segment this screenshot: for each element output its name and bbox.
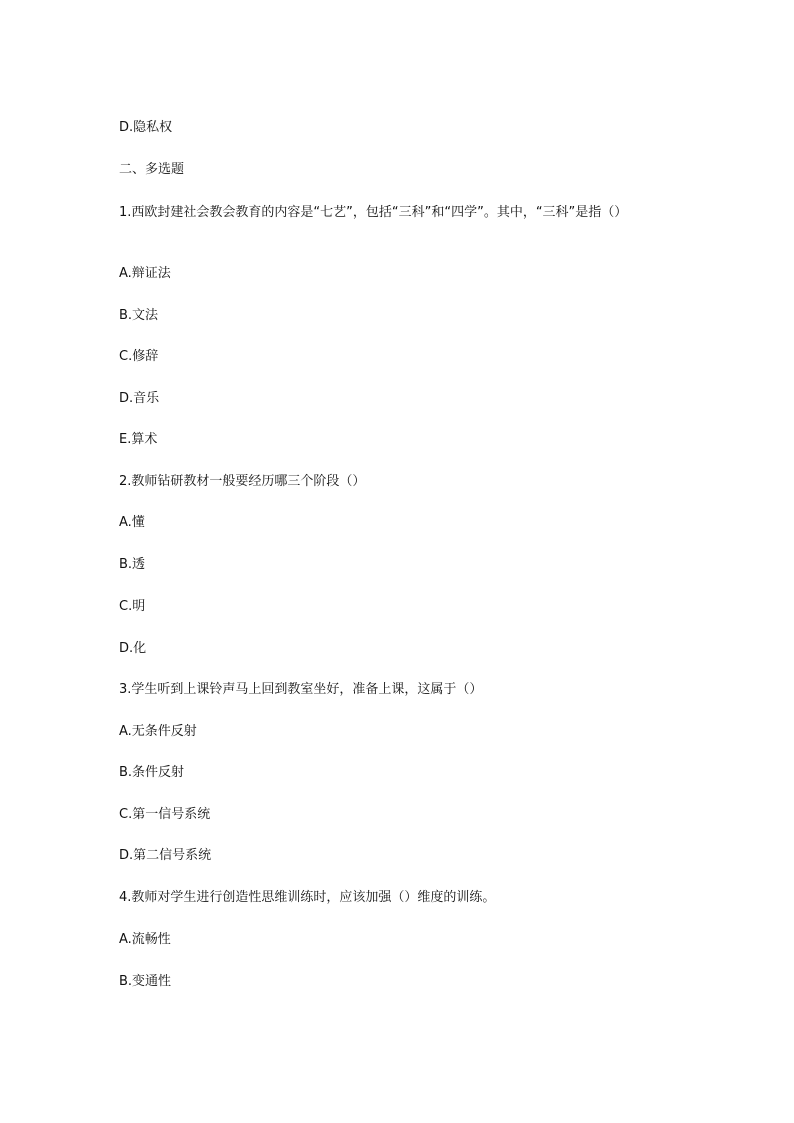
- section-heading: 二、多选题: [119, 162, 185, 177]
- question-4: 4.教师对学生进行创造性思维训练时，应该加强（）维度的训练。: [119, 890, 496, 905]
- q3-option-b: B.条件反射: [119, 765, 185, 780]
- q3-option-a: A.无条件反射: [119, 724, 197, 739]
- q2-option-b: B.透: [119, 557, 146, 572]
- q3-option-c: C.第一信号系统: [119, 807, 211, 822]
- q1-option-a: A.辩证法: [119, 266, 171, 281]
- q2-option-d: D.化: [119, 641, 147, 656]
- option-d-previous: D.隐私权: [119, 120, 173, 135]
- q1-option-e: E.算术: [119, 432, 158, 447]
- question-1: 1.西欧封建社会教会教育的内容是“七艺”，包括“三科”和“四学”。其中，“三科”是指（）: [119, 205, 628, 220]
- question-2: 2.教师钻研教材一般要经历哪三个阶段（）: [119, 474, 366, 489]
- q4-option-b: B.变通性: [119, 974, 172, 989]
- question-3: 3.学生听到上课铃声马上回到教室坐好，准备上课，这属于（）: [119, 682, 483, 697]
- q1-option-b: B.文法: [119, 308, 159, 323]
- q1-option-d: D.音乐: [119, 391, 160, 406]
- q1-option-c: C.修辞: [119, 349, 159, 364]
- q2-option-c: C.明: [119, 599, 146, 614]
- q3-option-d: D.第二信号系统: [119, 848, 212, 863]
- q4-option-a: A.流畅性: [119, 932, 171, 947]
- q2-option-a: A.懂: [119, 515, 145, 530]
